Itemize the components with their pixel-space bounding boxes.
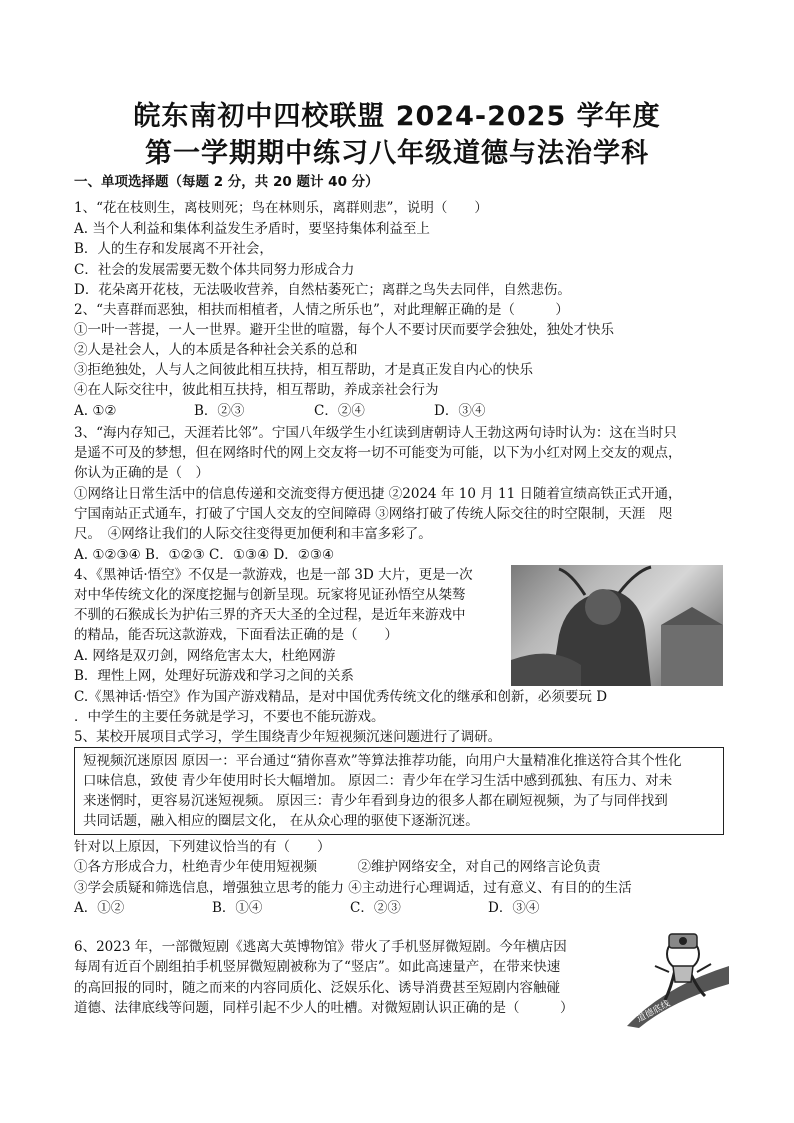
q2-statement-4: ④在人际交往中，彼此相互扶持，相互帮助，养成亲社会行为	[74, 382, 439, 398]
section-heading: 一、单项选择题（每题 2 分，共 20 题计 40 分）	[74, 174, 379, 190]
q3-statements-line2: 宁国南站正式通车，打破了宁国人交友的空间障碍 ③网络打破了传统人际交往的时空限制，天涯 咫	[74, 506, 673, 522]
q2-options	[74, 402, 554, 421]
wukong-figure-icon	[511, 565, 723, 686]
q4-option-c: C.《黑神话·悟空》作为国产游戏精品，是对中国优秀传统文化的继承和创新，必须要玩 D	[74, 689, 608, 705]
q3-stem-line2: 是遥不可及的梦想，但在网络时代的网上交友将一切不可能变为可能，以下为小红对网上交友的观点，	[74, 445, 682, 461]
cartoon-moral-bottomline	[625, 926, 730, 1028]
q6-stem-line3: 的高回报的同时，随之而来的内容同质化、泛娱乐化、诱导消费甚至短剧内容触碰	[74, 980, 560, 996]
q2-option-d: D．③④	[434, 403, 486, 419]
q5-option-a: A．①②	[74, 900, 125, 916]
q5-options	[74, 899, 626, 918]
q2-statement-3: ③拒绝独处，人与人之间彼此相互扶持，相互帮助，才是真正发自内心的快乐	[74, 362, 533, 378]
q5-stem: 5、某校开展项目式学习，学生围绕青少年短视频沉迷问题进行了调研。	[74, 729, 502, 745]
q2-option-b: B．②③	[194, 403, 245, 419]
q2-statement-1: ①一叶一菩提，一人一世界。避开尘世的喧嚣，每个人不要讨厌而要学会独处，独处才快乐	[74, 322, 614, 338]
q1-option-d: D．花朵离开花枝，无法吸收营养，自然枯萎死亡；离群之鸟失去同伴，自然悲伤。	[74, 282, 571, 298]
q4-option-b: B．理性上网，处理好玩游戏和学习之间的关系	[74, 668, 354, 684]
q3-statements-line3: 尺。 ④网络让我们的人际交往变得更加便利和丰富多彩了。	[74, 526, 432, 542]
q5-box-line2: 口味信息，致使 青少年使用时长大幅增加。 原因二：青少年在学习生活中感到孤独、有压力、对未	[83, 773, 673, 789]
q4-option-a: A. 网络是双刃剑，网络危害太大，杜绝网游	[74, 648, 336, 664]
q6-stem-line1: 6、2023 年，一部微短剧《逃离大英博物馆》带火了手机竖屏微短剧。今年横店因	[74, 939, 567, 955]
q5-material-box	[74, 747, 724, 835]
q2-statement-2: ②人是社会人，人的本质是各种社会关系的总和	[74, 342, 358, 358]
q5-statements-34: ③学会质疑和筛选信息，增强独立思考的能力 ④主动进行心理调适，过有意义、有目的的生活	[74, 880, 632, 896]
q5-option-d: D．③④	[488, 900, 540, 916]
q1-option-a: A. 当个人利益和集体利益发生矛盾时，要坚持集体利益至上	[74, 221, 430, 237]
q3-stem-line1: 3、“海内存知己，天涯若比邻”。宁国八年级学生小红读到唐朝诗人王勃这两句诗时认为：这在当时只	[74, 425, 677, 441]
q6-stem-line2: 每周有近百个剧组拍手机竖屏微短剧被称为了“竖店”。如此高速量产，在带来快速	[74, 959, 561, 975]
q5-statements-12: ①各方形成合力，杜绝青少年使用短视频 ②维护网络安全，对自己的网络言论负责	[74, 859, 601, 875]
q3-stem-line3: 你认为正确的是（ ）	[74, 465, 209, 481]
q4-stem-line2: 对中华传统文化的深度挖掘与创新呈现。玩家将见证孙悟空从桀骜	[74, 587, 466, 603]
q4-stem-line1: 4、《黑神话·悟空》不仅是一款游戏，也是一部 3D 大片，更是一次	[74, 567, 473, 583]
q5-box-line1: 短视频沉迷原因 原因一：平台通过“猜你喜欢”等算法推荐功能，向用户大量精准化推送符合其个性化	[83, 753, 682, 769]
q1-option-b: B．人的生存和发展离不开社会，	[74, 241, 273, 257]
exam-title-line1: 皖东南初中四校联盟 2024-2025 学年度	[133, 101, 661, 132]
q2-option-c: C．②④	[314, 403, 365, 419]
cartoon-label: 道德底线	[635, 998, 672, 1025]
q5-option-b: B．①④	[212, 900, 263, 916]
wukong-game-image	[511, 565, 723, 686]
q5-box-line4: 共同话题，融入相应的圈层文化， 在从众心理的驱使下逐渐沉迷。	[83, 813, 479, 829]
q1-stem: 1、“花在枝则生，离枝则死；鸟在林则乐，离群则悲”，说明（ ）	[74, 200, 488, 216]
q5-box-line3: 来迷惘时，更容易沉迷短视频。 原因三：青少年看到身边的很多人都在刷短视频，为了与同伴找到	[83, 793, 668, 809]
q2-option-a: A. ①②	[74, 403, 117, 419]
q2-stem: 2、“夫喜群而恶独，相扶而相植者，人情之所乐也”，对此理解正确的是（ ）	[74, 302, 569, 318]
q3-statements-line1: ①网络让日常生活中的信息传递和交流变得方便迅捷 ②2024 年 10 月 11 日随着宣绩高铁正式开通，	[74, 486, 682, 502]
q4-option-d: ．中学生的主要任务就是学习，不要也不能玩游戏。	[74, 709, 385, 725]
q4-stem-line4: 的精品，能否玩这款游戏，下面看法正确的是（ ）	[74, 627, 398, 643]
q1-option-c: C．社会的发展需要无数个体共同努力形成合力	[74, 262, 355, 278]
q4-stem-line3: 不驯的石猴成长为护佑三界的齐天大圣的全过程，是近年来游戏中	[74, 607, 466, 623]
q6-stem-line4: 道德、法律底线等问题，同样引起不少人的吐槽。对微短剧认识正确的是（ ）	[74, 1000, 574, 1016]
q3-options: A. ①②③④ B．①②③ C．①③④ D．②③④	[74, 547, 335, 563]
q5-option-c: C．②③	[350, 900, 401, 916]
exam-title-line2: 第一学期期中练习八年级道德与法治学科	[145, 138, 649, 169]
q5-question: 针对以上原因，下列建议恰当的有（ ）	[74, 839, 331, 855]
